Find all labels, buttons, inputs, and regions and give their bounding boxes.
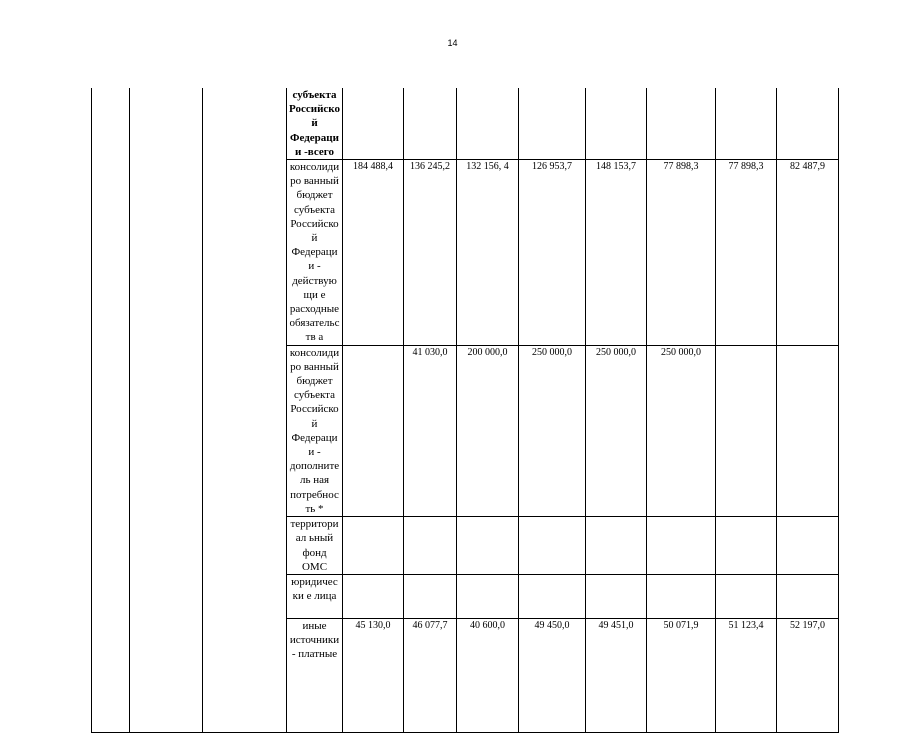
value-cell — [647, 517, 716, 575]
row-label: консолидиро ванный бюджет субъекта Российской Федерации - дополнитель ная потребность * — [287, 345, 343, 516]
value-cell: 77 898,3 — [647, 160, 716, 346]
value-cell — [519, 574, 586, 618]
value-cell: 250 000,0 — [647, 345, 716, 516]
value-cell — [343, 88, 404, 160]
value-cell: 49 450,0 — [519, 618, 586, 733]
value-cell: 50 071,9 — [647, 618, 716, 733]
row-label: территориал ьный фонд ОМС — [287, 517, 343, 575]
value-cell: 148 153,7 — [586, 160, 647, 346]
value-cell — [716, 345, 777, 516]
value-cell — [716, 574, 777, 618]
value-cell: 250 000,0 — [586, 345, 647, 516]
table-cell — [92, 88, 130, 733]
value-cell — [343, 517, 404, 575]
value-cell — [404, 574, 457, 618]
value-cell — [404, 517, 457, 575]
value-cell: 49 451,0 — [586, 618, 647, 733]
row-label: субъекта Российской Федерации -всего — [287, 88, 343, 160]
value-cell — [343, 574, 404, 618]
table-cell — [130, 88, 203, 733]
value-cell: 136 245,2 — [404, 160, 457, 346]
value-cell — [519, 88, 586, 160]
value-cell — [586, 517, 647, 575]
table-cell — [203, 88, 287, 733]
value-cell: 40 600,0 — [457, 618, 519, 733]
row-label: консолидиро ванный бюджет субъекта Российской Федерации - действующи е расходные обязательств а — [287, 160, 343, 346]
value-cell — [519, 517, 586, 575]
row-label: иные источники - платные — [287, 618, 343, 733]
value-cell — [716, 88, 777, 160]
page-number: 14 — [447, 38, 458, 48]
value-cell: 132 156, 4 — [457, 160, 519, 346]
value-cell: 41 030,0 — [404, 345, 457, 516]
financing-table — [91, 88, 839, 733]
value-cell — [716, 517, 777, 575]
value-cell: 45 130,0 — [343, 618, 404, 733]
value-cell: 82 487,9 — [777, 160, 839, 346]
value-cell — [777, 88, 839, 160]
value-cell — [343, 345, 404, 516]
value-cell: 126 953,7 — [519, 160, 586, 346]
value-cell: 184 488,4 — [343, 160, 404, 346]
value-cell — [457, 574, 519, 618]
value-cell: 250 000,0 — [519, 345, 586, 516]
value-cell: 46 077,7 — [404, 618, 457, 733]
value-cell — [457, 88, 519, 160]
value-cell: 51 123,4 — [716, 618, 777, 733]
value-cell: 52 197,0 — [777, 618, 839, 733]
value-cell — [457, 517, 519, 575]
value-cell — [777, 574, 839, 618]
value-cell — [647, 88, 716, 160]
value-cell — [586, 88, 647, 160]
table-row — [92, 88, 839, 160]
value-cell: 77 898,3 — [716, 160, 777, 346]
value-cell — [647, 574, 716, 618]
table-body — [92, 88, 839, 733]
row-label: юридически е лица — [287, 574, 343, 618]
value-cell — [777, 345, 839, 516]
value-cell: 200 000,0 — [457, 345, 519, 516]
value-cell — [777, 517, 839, 575]
value-cell — [586, 574, 647, 618]
value-cell — [404, 88, 457, 160]
